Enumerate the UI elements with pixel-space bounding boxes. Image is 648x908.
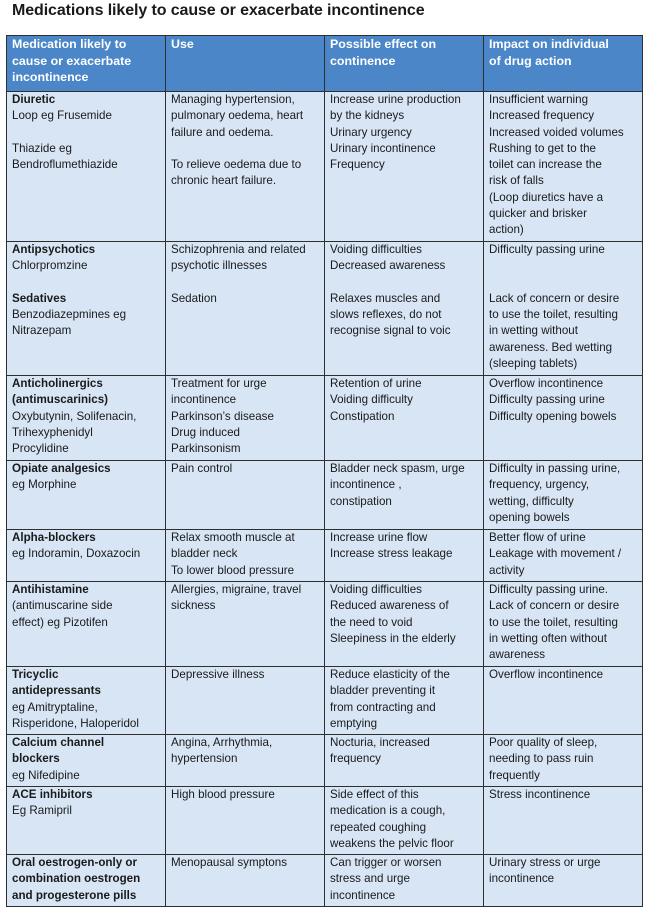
cell-text: Difficulty opening bowels	[489, 409, 617, 423]
cell-impact	[484, 787, 643, 855]
cell-possible-effect	[325, 92, 484, 242]
cell-text: Reduce elasticity of the	[330, 668, 450, 681]
spacer	[171, 275, 320, 291]
cell-text: Sedation	[171, 291, 217, 305]
cell-text: eg Indoramin, Doxazocin	[12, 547, 141, 561]
cell-impact	[484, 376, 643, 461]
cell-medication	[7, 530, 166, 582]
cell-text: slows reflexes, do not	[330, 308, 442, 322]
cell-text: Menopausal symptons	[171, 856, 287, 869]
cell-text: Constipation	[330, 409, 395, 423]
cell-possible-effect	[325, 376, 484, 461]
cell-text: Oxybutynin, Solifenacin,	[12, 409, 137, 423]
cell-text: Allergies, migraine, travel	[171, 583, 302, 596]
cell-text: To lower blood pressure	[171, 563, 295, 577]
cell-text: Thiazide eg	[12, 141, 72, 155]
cell-text: incontinence	[171, 393, 237, 407]
cell-text: sickness	[171, 599, 216, 613]
table-header	[7, 36, 643, 92]
cell-use	[166, 92, 325, 242]
cell-text: activity	[489, 563, 525, 577]
cell-medication	[7, 376, 166, 461]
table-row	[7, 582, 643, 667]
drug-class-label: Sedatives	[12, 291, 67, 305]
drug-class-label: ACE inhibitors	[12, 788, 93, 801]
cell-text: stress and urge	[330, 872, 410, 886]
cell-text: from contracting and	[330, 700, 436, 714]
header-possible-effect	[325, 36, 484, 92]
cell-medication	[7, 735, 166, 787]
cell-text: (Loop diuretics have a	[489, 190, 604, 204]
cell-medication	[7, 582, 166, 667]
cell-text: Drug induced	[171, 425, 240, 439]
table-row	[7, 855, 643, 907]
cell-text: Bendroflumethiazide	[12, 158, 118, 172]
cell-text: Pain control	[171, 462, 233, 475]
cell-possible-effect	[325, 787, 484, 855]
header-text: of drug action	[489, 53, 572, 68]
cell-text: bladder neck	[171, 547, 238, 561]
cell-use	[166, 667, 325, 735]
cell-medication	[7, 667, 166, 735]
spacer	[489, 258, 638, 274]
cell-possible-effect	[325, 530, 484, 582]
table-row	[7, 242, 643, 376]
cell-use	[166, 787, 325, 855]
drug-class-label: Anticholinergics	[12, 377, 103, 390]
cell-text: effect) eg Pizotifen	[12, 615, 108, 629]
cell-text: quicker and brisker	[489, 207, 587, 221]
drug-class-label: combination oestrogen	[12, 872, 141, 886]
cell-use	[166, 735, 325, 787]
cell-impact	[484, 582, 643, 667]
cell-text: Difficulty passing urine	[489, 243, 605, 256]
cell-text: awareness	[489, 648, 546, 662]
spacer	[171, 141, 320, 157]
cell-text: Increase stress leakage	[330, 547, 453, 561]
cell-text: the need to void	[330, 615, 413, 629]
cell-text: hypertension	[171, 752, 238, 766]
cell-text: Lack of concern or desire	[489, 291, 620, 305]
cell-text: Procylidine	[12, 442, 69, 456]
cell-text: Overflow incontinence	[489, 668, 604, 681]
cell-text: recognise signal to voic	[330, 324, 451, 338]
cell-medication	[7, 92, 166, 242]
cell-text: medication is a cough,	[330, 804, 446, 818]
cell-text: Increased frequency	[489, 109, 595, 123]
cell-text: incontinence	[489, 872, 555, 886]
header-text: continence	[330, 53, 396, 68]
cell-text: repeated coughing	[330, 820, 427, 834]
cell-text: Nocturia, increased	[330, 736, 430, 749]
table-row	[7, 92, 643, 242]
cell-text: Voiding difficulties	[330, 583, 422, 596]
drug-class-label: blockers	[12, 752, 60, 766]
cell-text: pulmonary oedema, heart	[171, 109, 304, 123]
cell-possible-effect	[325, 582, 484, 667]
cell-text: Parkinson’s disease	[171, 409, 274, 423]
cell-text: Lack of concern or desire	[489, 599, 620, 613]
cell-text: Overflow incontinence	[489, 377, 604, 390]
cell-impact	[484, 461, 643, 530]
cell-impact	[484, 92, 643, 242]
cell-text: Treatment for urge	[171, 377, 267, 390]
table-row	[7, 376, 643, 461]
header-use	[166, 36, 325, 92]
cell-use	[166, 530, 325, 582]
cell-text: Chlorpromzine	[12, 259, 88, 273]
cell-text: needing to pass ruin	[489, 752, 594, 766]
drug-class-label: Calcium channel	[12, 736, 105, 749]
table-row	[7, 461, 643, 530]
cell-text: Eg Ramipril	[12, 804, 72, 818]
cell-text: Better flow of urine	[489, 531, 586, 544]
cell-medication	[7, 787, 166, 855]
cell-impact	[484, 735, 643, 787]
cell-text: Angina, Arrhythmia,	[171, 736, 273, 749]
cell-text: Rushing to get to the	[489, 141, 596, 155]
cell-text: in wetting often without	[489, 631, 607, 645]
cell-text: wetting, difficulty	[489, 494, 574, 508]
cell-possible-effect	[325, 855, 484, 907]
drug-class-label: Antihistamine	[12, 583, 89, 596]
drug-class-label: Oral oestrogen-only or	[12, 856, 137, 869]
table-row	[7, 530, 643, 582]
cell-text: frequency, urgency,	[489, 478, 590, 492]
cell-text: Benzodiazepmines eg	[12, 308, 127, 322]
cell-text: Difficulty in passing urine,	[489, 462, 621, 475]
cell-text: Insufficient warning	[489, 93, 589, 106]
table-row	[7, 787, 643, 855]
cell-text: Decreased awareness	[330, 259, 446, 273]
cell-text: emptying	[330, 716, 378, 730]
cell-text: opening bowels	[489, 510, 570, 524]
cell-text: awareness. Bed wetting	[489, 340, 613, 354]
cell-text: Frequency	[330, 158, 385, 172]
cell-text: Retention of urine	[330, 377, 422, 390]
header-text: Impact on individual	[489, 37, 609, 51]
cell-text: Can trigger or worsen	[330, 856, 442, 869]
cell-text: Poor quality of sleep,	[489, 736, 598, 749]
drug-class-label: Tricyclic	[12, 668, 59, 681]
cell-impact	[484, 242, 643, 376]
cell-text: weakens the pelvic floor	[330, 836, 454, 850]
cell-text: in wetting without	[489, 324, 578, 338]
cell-text: Loop eg Frusemide	[12, 109, 112, 123]
cell-text: Nitrazepam	[12, 324, 72, 338]
cell-possible-effect	[325, 735, 484, 787]
cell-text: constipation	[330, 494, 392, 508]
spacer	[12, 125, 161, 141]
drug-class-label: (antimuscarinics)	[12, 393, 108, 407]
cell-text: Increase urine production	[330, 93, 461, 106]
cell-text: Voiding difficulties	[330, 243, 422, 256]
cell-possible-effect	[325, 667, 484, 735]
cell-text: (antimuscarine side	[12, 599, 113, 613]
cell-text: Reduced awareness of	[330, 599, 449, 613]
cell-text: Increase urine flow	[330, 531, 428, 544]
drug-class-label: antidepressants	[12, 684, 101, 698]
cell-text: risk of falls	[489, 174, 544, 188]
drug-class-label: Antipsychotics	[12, 243, 96, 256]
header-row	[7, 36, 643, 92]
drug-class-label: Opiate analgesics	[12, 462, 111, 475]
cell-text: to use the toilet, resulting	[489, 308, 618, 322]
cell-text: to use the toilet, resulting	[489, 615, 618, 629]
cell-text: frequency	[330, 752, 381, 766]
cell-text: Leakage with movement /	[489, 547, 622, 561]
cell-possible-effect	[325, 242, 484, 376]
cell-impact	[484, 530, 643, 582]
table-row	[7, 667, 643, 735]
drug-class-label: and progesterone pills	[12, 888, 137, 902]
cell-text: bladder preventing it	[330, 684, 436, 698]
cell-text: frequently	[489, 768, 540, 782]
cell-text: Urinary stress or urge	[489, 856, 601, 869]
cell-text: by the kidneys	[330, 109, 405, 123]
cell-use	[166, 376, 325, 461]
drug-class-label: Alpha-blockers	[12, 531, 96, 544]
cell-text: chronic heart failure.	[171, 174, 277, 188]
cell-text: Increased voided volumes	[489, 125, 624, 139]
medications-table	[6, 35, 643, 907]
cell-text: Trihexyphenidyl	[12, 425, 93, 439]
cell-use	[166, 242, 325, 376]
cell-text: Difficulty passing urine	[489, 393, 605, 407]
cell-text: Managing hypertension,	[171, 93, 295, 106]
table-body	[7, 92, 643, 907]
header-text: incontinence	[12, 70, 89, 84]
cell-text: eg Amitryptaline,	[12, 700, 98, 714]
header-impact	[484, 36, 643, 92]
cell-text: Urinary urgency	[330, 125, 412, 139]
cell-text: action)	[489, 223, 524, 237]
header-text: Possible effect on	[330, 37, 437, 51]
cell-text: incontinence ,	[330, 478, 402, 492]
cell-medication	[7, 242, 166, 376]
cell-text: Stress incontinence	[489, 788, 591, 801]
spacer	[330, 275, 479, 291]
drug-class-label: Diuretic	[12, 93, 56, 106]
cell-text: Sleepiness in the elderly	[330, 631, 456, 645]
spacer	[12, 275, 161, 291]
cell-use	[166, 855, 325, 907]
cell-text: toilet can increase the	[489, 158, 602, 172]
cell-text: failure and oedema.	[171, 125, 274, 139]
cell-text: Risperidone, Haloperidol	[12, 716, 139, 730]
cell-text: Voiding difficulty	[330, 393, 413, 407]
cell-text: Parkinsonism	[171, 442, 241, 456]
cell-possible-effect	[325, 461, 484, 530]
cell-text: Depressive illness	[171, 668, 265, 681]
cell-text: psychotic illnesses	[171, 259, 268, 273]
cell-text: High blood pressure	[171, 788, 275, 801]
cell-text: Relaxes muscles and	[330, 291, 441, 305]
cell-text: eg Nifedipine	[12, 768, 80, 782]
cell-text: Bladder neck spasm, urge	[330, 462, 465, 475]
cell-text: Schizophrenia and related	[171, 243, 306, 256]
header-text: Use	[171, 37, 194, 51]
page-title: Medications likely to cause or exacerbate incontinence	[12, 2, 425, 19]
cell-text: incontinence	[330, 888, 396, 902]
cell-use	[166, 582, 325, 667]
cell-medication	[7, 461, 166, 530]
header-medication	[7, 36, 166, 92]
cell-text: Side effect of this	[330, 788, 419, 801]
cell-text: Relax smooth muscle at	[171, 531, 295, 544]
cell-medication	[7, 855, 166, 907]
cell-text: To relieve oedema due to	[171, 158, 302, 172]
cell-text: eg Morphine	[12, 478, 77, 492]
cell-impact	[484, 855, 643, 907]
header-text: cause or exacerbate	[12, 53, 132, 68]
spacer	[489, 275, 638, 291]
cell-text: (sleeping tablets)	[489, 357, 578, 371]
header-text: Medication likely to	[12, 37, 127, 51]
cell-text: Urinary incontinence	[330, 141, 436, 155]
cell-impact	[484, 667, 643, 735]
cell-text: Difficulty passing urine.	[489, 583, 608, 596]
cell-use	[166, 461, 325, 530]
table-row	[7, 735, 643, 787]
